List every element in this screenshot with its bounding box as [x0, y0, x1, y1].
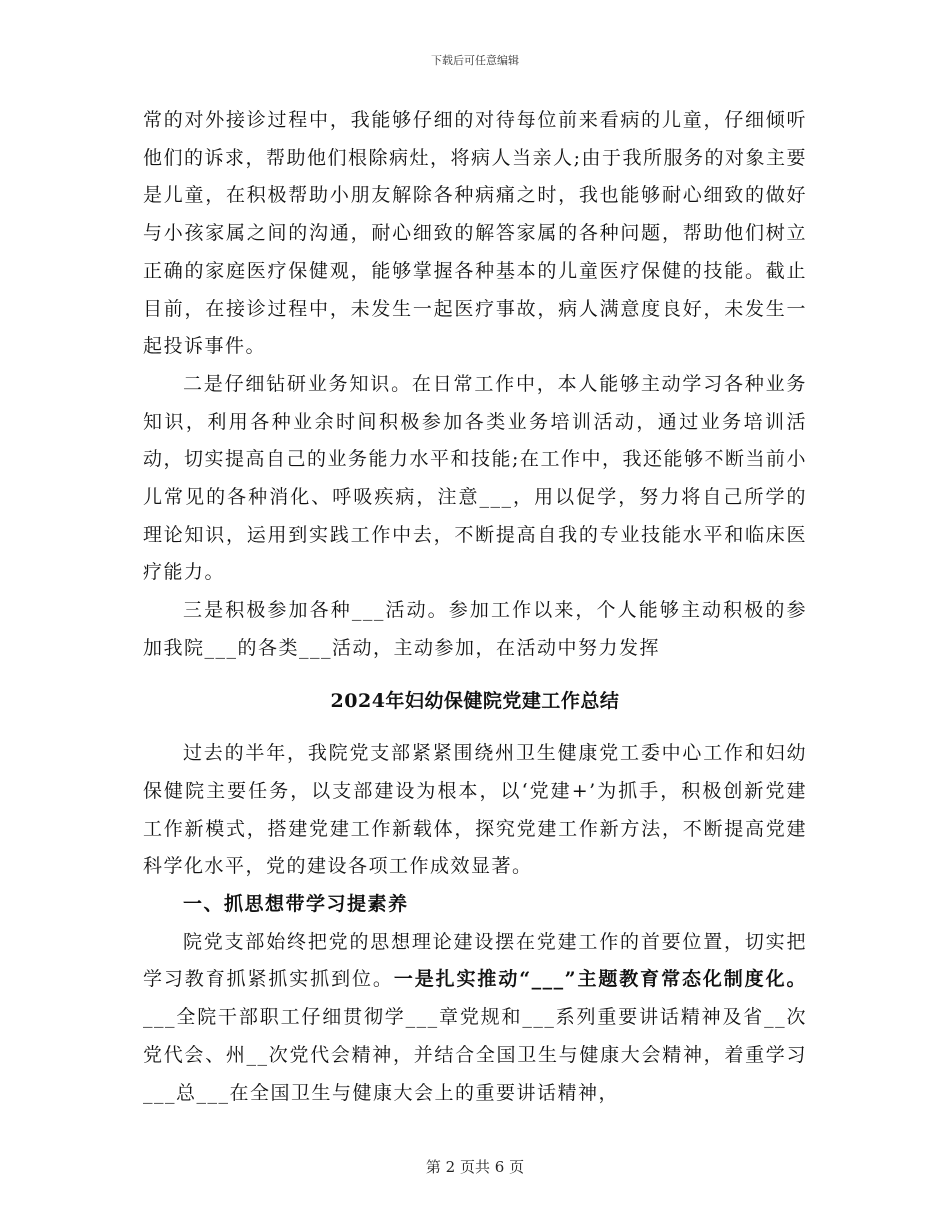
continuation-paragraph-3: 三是积极参加各种___活动。参加工作以来，个人能够主动积极的参加我院___的各类___活动，主动参加，在活动中努力发挥	[143, 599, 807, 659]
document-body	[143, 102, 807, 1112]
page-footer: 第 2 页共 6 页	[425, 1158, 525, 1176]
page-header: 下载后可任意编辑	[431, 54, 519, 67]
article-title: 2024年妇幼保健院党建工作总结	[330, 689, 620, 712]
continuation-paragraph-1: 常的对外接诊过程中，我能够仔细的对待每位前来看病的儿童，仔细倾听他们的诉求，帮助他们根除病灶，将病人当亲人;由于我所服务的对象主要是儿童，在积极帮助小朋友解除各种病痛之时，我也能够耐心细致的做好与小孩家属之间的沟通，耐心细致的解答家属的各种问题，帮助他们树立正确的家庭医疗保健观，能够掌握各种基本的儿童医疗保健的技能。截止目前，在接诊过程中，未发生一起医疗事故，病人满意度良好，未发生一起投诉事件。	[143, 109, 807, 358]
continuation-paragraph-2: 二是仔细钻研业务知识。在日常工作中，本人能够主动学习各种业务知识，利用各种业余时间积极参加各类业务培训活动，通过业务培训活动，切实提高自己的业务能力水平和技能;在工作中，我还能够不断当前小儿常见的各种消化、呼吸疾病，注意___，用以促学，努力将自己所学的理论知识，运用到实践工作中去，不断提高自我的专业技能水平和临床医疗能力。	[143, 372, 807, 584]
section-1-bold-text: 一是扎实推动“___”主题教育常态化制度化。	[393, 968, 807, 991]
section-1-text-a: 院党支部始终把党的思想理论建设摆在党建工作的首要位置，切实把学习教育抓紧抓实抓到位。	[143, 930, 807, 991]
section-1-text-b: ___全院干部职工仔细贯彻学___章党规和___系列重要讲话精神及省__次党代会、州__次党代会精神，并结合全国卫生与健康大会精神，着重学习___总___在全国卫生与健康大会上的重要讲话精神，	[143, 1006, 807, 1104]
section-1-paragraph	[143, 924, 807, 1113]
article-intro-paragraph: 过去的半年，我院党支部紧紧围绕州卫生健康党工委中心工作和妇幼保健院主要任务，以支部建设为根本，以‘党建+’为抓手，积极创新党建工作新模式，搭建党建工作新载体，探究党建工作新方法，不断提高党建科学化水平，党的建设各项工作成效显著。	[143, 742, 807, 878]
section-1-heading: 一、抓思想带学习提素养	[183, 893, 409, 916]
